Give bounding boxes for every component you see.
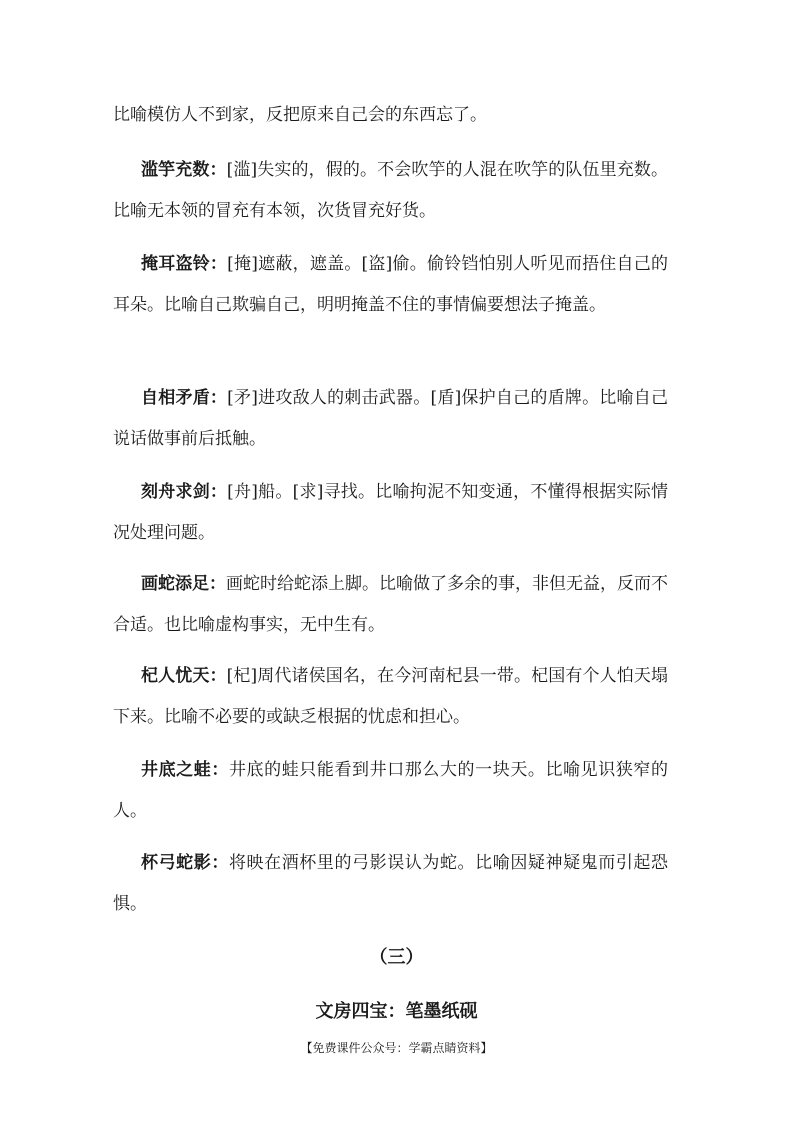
idiom-definition: [矛]进攻敌人的刺击武器。[盾]保护自己的盾牌。比喻自己说话做事前后抵触。 xyxy=(113,388,669,449)
idiom-term: 掩耳盗铃： xyxy=(141,254,228,274)
idiom-definition: [舟]船。[求]寻找。比喻拘泥不知变通，不懂得根据实际情况处理问题。 xyxy=(113,482,669,543)
idiom-definition: 井底的蛙只能看到井口那么大的一块天。比喻见识狭窄的人。 xyxy=(113,760,669,821)
section-title: 文房四宝：笔墨纸砚 xyxy=(315,1001,478,1022)
idiom-entry xyxy=(113,843,668,925)
footer-note: 【免费课件公众号：学霸点睛资料】 xyxy=(300,1041,493,1055)
idiom-entry xyxy=(113,378,668,460)
idiom-entry xyxy=(113,564,668,646)
idiom-term: 画蛇添足： xyxy=(141,574,226,594)
idiom-term: 刻舟求剑： xyxy=(141,482,228,502)
idiom-term: 杞人忧天： xyxy=(141,666,227,686)
idiom-entry xyxy=(113,150,668,232)
idiom-term: 杯弓蛇影： xyxy=(141,853,229,873)
continuation-paragraph: 比喻模仿人不到家，反把原来自己会的东西忘了。 xyxy=(113,105,487,125)
idiom-term: 自相矛盾： xyxy=(141,388,228,408)
idiom-definition: [掩]遮蔽，遮盖。[盗]偷。偷铃铛怕别人听见而捂住自己的耳朵。比喻自己欺骗自己，明明掩盖不住的事情偏要想法子掩盖。 xyxy=(113,254,669,315)
idiom-term: 滥竽充数： xyxy=(141,160,227,180)
idiom-entry xyxy=(113,472,668,554)
idiom-entry xyxy=(113,750,668,832)
idiom-term: 井底之蛙： xyxy=(141,760,229,780)
idiom-definition: 画蛇时给蛇添上脚。比喻做了多余的事，非但无益，反而不合适。也比喻虚构事实，无中生有。 xyxy=(113,574,668,635)
idiom-definition: [杞]周代诸侯国名，在今河南杞县一带。杞国有个人怕天塌下来。比喻不必要的或缺乏根据的忧虑和担心。 xyxy=(113,666,669,727)
idiom-definition: 将映在酒杯里的弓影误认为蛇。比喻因疑神疑鬼而引起恐惧。 xyxy=(113,853,669,914)
idiom-definition: [滥]失实的，假的。不会吹竽的人混在吹竽的队伍里充数。比喻无本领的冒充有本领，次货冒充好货。 xyxy=(113,160,669,221)
section-number: （三） xyxy=(369,947,424,968)
idiom-entry xyxy=(113,244,668,326)
idiom-entry xyxy=(113,656,668,738)
